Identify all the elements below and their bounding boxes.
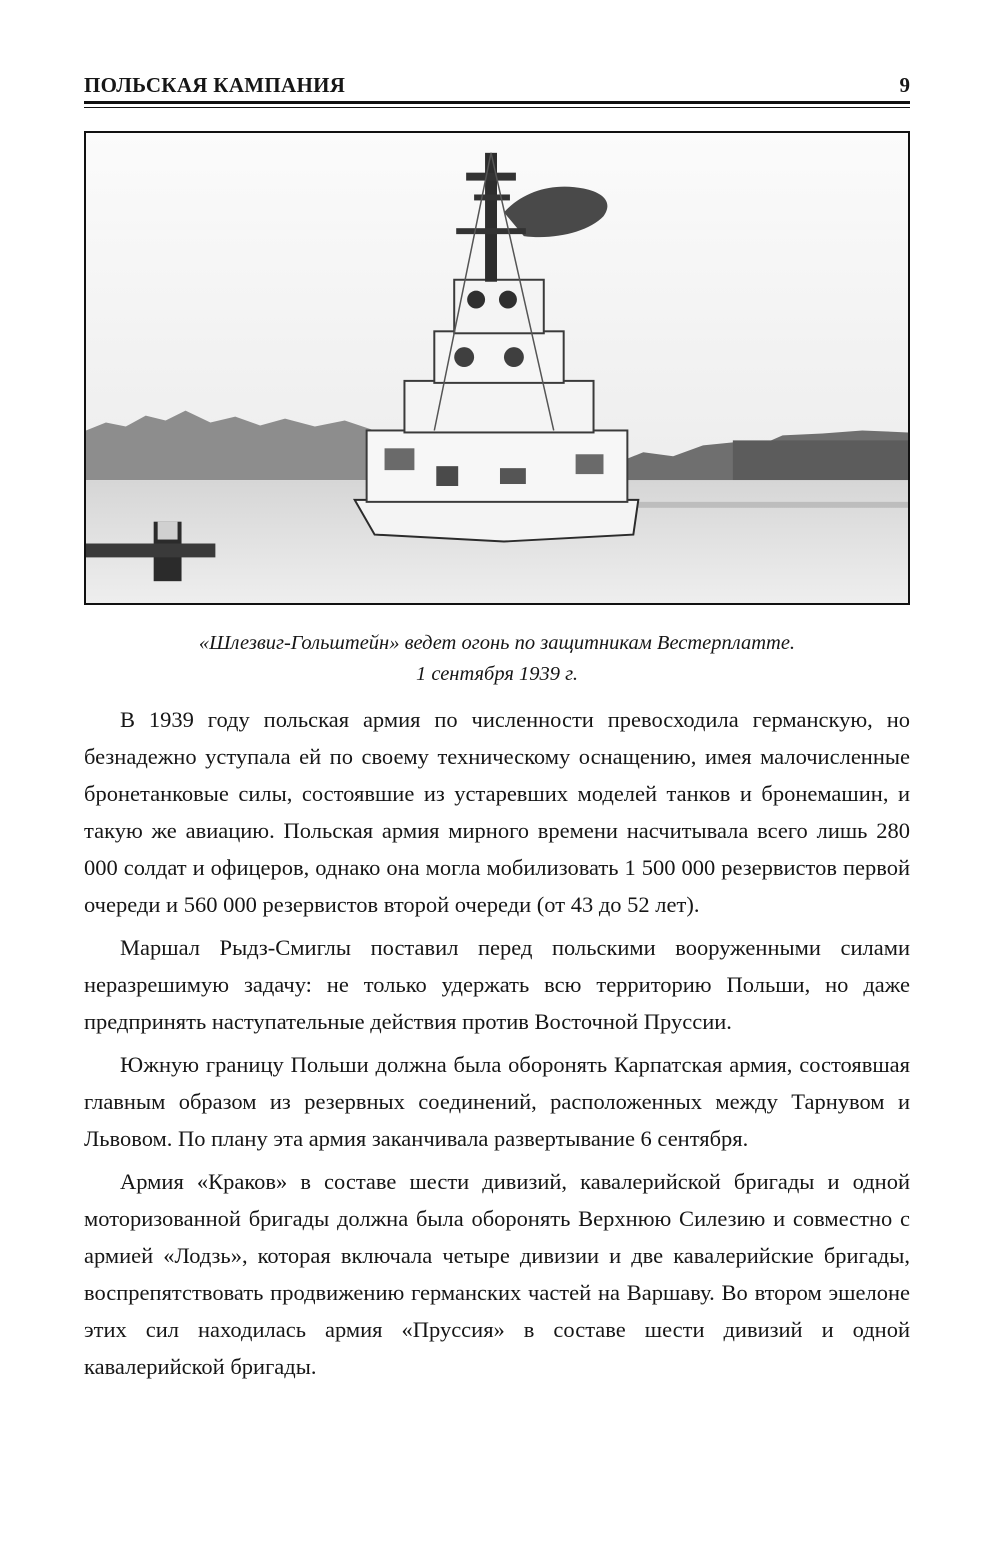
- battleship-photo: [84, 131, 910, 605]
- paragraph-2: Маршал Рыдз-Смиглы поставил перед польскими вооруженными силами неразрешимую задачу: не только удержать всю территорию Польши, но даже предпринять наступательные действия против Восточной Пруссии.: [84, 935, 910, 1034]
- paragraph-1: В 1939 году польская армия по численности превосходила германскую, но безнадежно уступала ей по своему техническому оснащению, имея малочисленные бронетанковые силы, состоявшие из устаревших моделей танков и бронемашин, и такую же авиацию. Польская армия мирного времени насчитывала всего лишь 280 000 солдат и офицеров, однако она могла мобилизовать 1 500 000 резервистов первой очереди и 560 000 резервистов второй очереди (от 43 до 52 лет).: [84, 707, 910, 917]
- running-head: [84, 72, 910, 98]
- caption-line-2: 1 сентября 1939 г.: [416, 663, 578, 685]
- paragraph-3: Южную границу Польши должна была оборонять Карпатская армия, состоявшая главным образом из резервных соединений, расположенных между Тарнувом и Львовом. По плану эта армия заканчивала развертывание 6 сентября.: [84, 1052, 910, 1151]
- caption-line-1: «Шлезвиг-Гольштейн» ведет огонь по защитникам Вестерплатте.: [198, 632, 796, 654]
- page-number: 9: [899, 73, 910, 97]
- running-title: ПОЛЬСКАЯ КАМПАНИЯ: [84, 73, 346, 97]
- body-text: [84, 701, 910, 1391]
- header-rule-thin: [84, 107, 910, 108]
- battleship-photo-illustration: [86, 133, 908, 603]
- photo-caption: [84, 628, 910, 690]
- header-rule-thick: [84, 101, 910, 104]
- paragraph-4: Армия «Краков» в составе шести дивизий, кавалерийской бригады и одной моторизованной бригады должна была оборонять Верхнюю Силезию и совместно с армией «Лодзь», которая включала четыре дивизии и две кавалерийские бригады, воспрепятствовать продвижению германских частей на Варшаву. Во втором эшелоне этих сил находилась армия «Пруссия» в составе шести дивизий и одной кавалерийской бригады.: [84, 1169, 910, 1379]
